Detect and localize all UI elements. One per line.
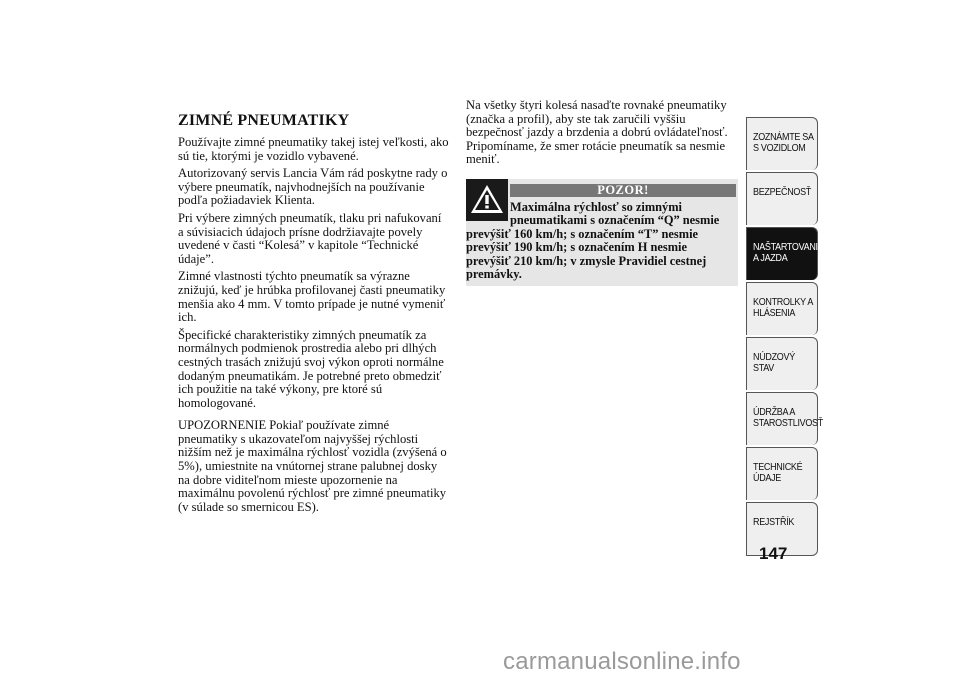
page-number: 147 [759,544,788,563]
tab-label: KONTROLKY A HLÁSENIA [753,296,813,318]
tab-label: ÚDRŽBA A STAROSTLIVOSŤ [753,406,823,428]
tab-label: BEZPEČNOSŤ [753,186,812,197]
tab-label: NAŠTARTOVANIE A JAZDA [753,241,824,263]
warning-text-first: Maximálna rýchlosť so zimnými pneumatikami s označením “Q” nesmie [510,200,720,228]
left-column [178,112,450,518]
paragraph-notice: UPOZORNENIE Pokiaľ používate zimné pneumatiky s ukazovateľom najvyššej rýchlosti nižším než je maximálna rýchlosť vozidla (zvýšená o 5%), umiestnite na vnútornej strane palubnej dosky na dobre viditeľnom mieste upozornenie na maximálnu povolenú rýchlosť pre zimné pneumatiky (v súlade so smernicou ES). [178,418,447,514]
tab-kontrolky[interactable] [746,282,818,335]
paragraph-service-advice: Autorizovaný servis Lancia Vám rád poskytne rady o výbere pneumatík, najvhodnejších na používanie podľa požiadaviek Klienta. [178,166,448,208]
tab-udrzba[interactable] [746,392,823,445]
paragraph-same-tires: Na všetky štyri kolesá nasaďte rovnaké pneumatiky (značka a profil), aby ste tak zaručili vyššiu bezpečnosť jazdy a brzdenia a dobrú ovládateľnosť. Pripomíname, že smer rotácie pneumatík sa nesmie meniť. [466,98,728,167]
paragraph-characteristics: Špecifické charakteristiky zimných pneumatík za normálnych podmienok prostredia alebo pri dlhých cestných trasách znižujú svoj výkon oproti normálne dodaným pneumatikám. Je potrebné preto obmedziť ich použitie na také výkony, pre ktoré sú homologované. [178,327,444,410]
warning-box [466,179,738,286]
tab-label: REJSTŘÍK [753,516,795,527]
paragraph-pressure: Pri výbere zimných pneumatík, tlaku pri nafukovaní a súvisiacich údajoch prísne dodržiavajte povely uvedené v časti “Kolesá” v kapitole “Technické údaje”. [178,210,442,266]
chapter-tabs [746,117,824,558]
tab-bezpecnost[interactable] [746,172,818,225]
paragraph-tread-depth: Zimné vlastnosti týchto pneumatík sa výrazne znižujú, keď je hrúbka profilovanej časti pneumatiky menšia ako 4 mm. V tomto prípade je nutné vymeniť ich. [178,269,446,325]
tab-nudzovy-stav[interactable] [746,337,818,390]
warning-header: POZOR! [510,184,736,197]
section-title: ZIMNÉ PNEUMATIKY [178,112,350,129]
tab-label: NÚDZOVÝ STAV [753,351,795,373]
tab-zoznamte-sa[interactable] [746,117,818,170]
tab-label: TECHNICKÉ ÚDAJE [753,461,803,483]
tab-label: ZOZNÁMTE SA S VOZIDLOM [753,131,814,153]
paragraph-tire-size: Používajte zimné pneumatiky takej istej veľkosti, ako sú tie, ktorými je vozidlo vybavené. [178,135,449,163]
warning-text-rest: prevýšiť 160 km/h; s označením “T” nesmie prevýšiť 190 km/h; s označením H nesmie prevýšiť 210 km/h; v zmysle Pravidiel cestnej premávky. [466,226,707,282]
watermark: carmanualsonline.info [503,648,741,675]
warning-text [466,201,734,281]
tab-nastartovanie[interactable] [746,227,824,280]
right-column [466,99,740,171]
tab-technicke-udaje[interactable] [746,447,818,500]
